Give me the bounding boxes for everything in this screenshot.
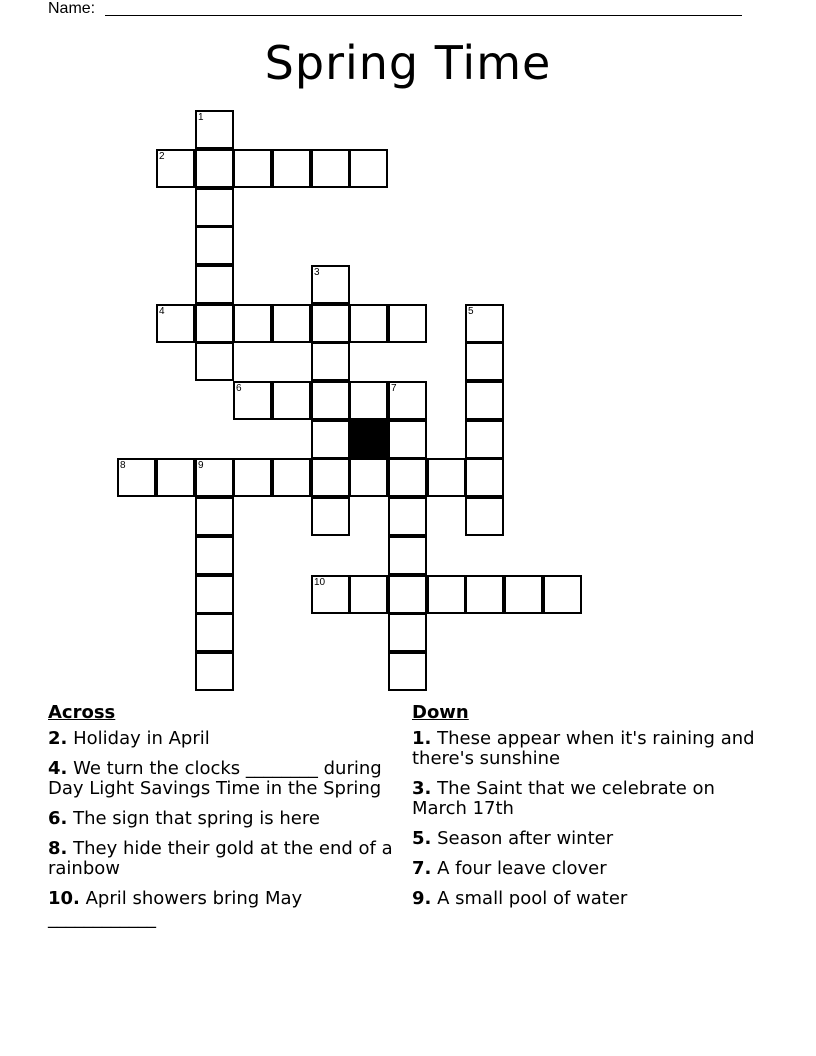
crossword-cell[interactable] [311,149,350,188]
crossword-cell[interactable] [311,458,350,497]
clue-number: 4. [48,758,68,779]
cell-number: 6 [236,383,242,394]
clue-number: 5. [412,828,432,849]
cell-number: 3 [314,267,320,278]
crossword-cell[interactable] [195,149,234,188]
crossword-cell[interactable] [465,575,504,614]
crossword-cell[interactable] [272,458,311,497]
clue-number: 8. [48,838,68,859]
down-clues [412,702,757,919]
crossword-cell[interactable] [349,381,388,420]
crossword-cell[interactable] [504,575,543,614]
crossword-cell[interactable] [233,149,272,188]
crossword-cell[interactable] [272,381,311,420]
name-label: Name: [48,0,96,17]
crossword-cell[interactable] [465,497,504,536]
crossword-cell[interactable] [272,304,311,343]
crossword-cell[interactable] [388,613,427,652]
crossword-cell[interactable] [349,458,388,497]
crossword-cell[interactable] [311,381,350,420]
across-clue [48,759,404,799]
crossword-cell[interactable] [195,304,234,343]
crossword-cell[interactable] [465,458,504,497]
clue-text: They hide their gold at the end of a rainbow [48,838,393,879]
crossword-cell[interactable] [195,536,234,575]
crossword-cell[interactable] [388,381,427,420]
across-heading: Across [48,702,116,723]
crossword-cell[interactable] [465,381,504,420]
clue-number: 1. [412,728,432,749]
across-clue [48,809,404,829]
clue-number: 3. [412,778,432,799]
cell-number: 4 [159,306,165,317]
crossword-cell[interactable] [311,420,350,459]
clue-text: The Saint that we celebrate on March 17th [412,778,715,819]
crossword-cell[interactable] [195,652,234,691]
clue-number: 10. [48,888,80,909]
clue-text: We turn the clocks ________ during Day Light Savings Time in the Spring [48,758,382,799]
cell-number: 2 [159,151,165,162]
crossword-cell[interactable] [543,575,582,614]
across-clue [48,839,404,879]
cell-number: 7 [391,383,397,394]
crossword-cell[interactable] [233,458,272,497]
crossword-cell[interactable] [195,226,234,265]
crossword-cell[interactable] [427,458,466,497]
across-clue [48,889,404,929]
cell-number: 10 [314,577,326,588]
crossword-cell[interactable] [272,149,311,188]
crossword-cell[interactable] [311,342,350,381]
crossword-cell[interactable] [388,575,427,614]
crossword-cell[interactable] [195,265,234,304]
crossword-cell[interactable] [233,304,272,343]
cell-number: 5 [468,306,474,317]
page-title: Spring Time [264,36,552,90]
clue-number: 9. [412,888,432,909]
cell-number: 8 [120,460,126,471]
crossword-cell[interactable] [349,304,388,343]
crossword-cell[interactable] [195,497,234,536]
clue-text: Holiday in April [67,728,210,749]
crossword-cell[interactable] [311,304,350,343]
crossword-cell[interactable] [388,652,427,691]
crossword-cell[interactable] [465,420,504,459]
clue-text: These appear when it's raining and there's sunshine [412,728,755,769]
down-clue [412,729,757,769]
down-heading: Down [412,702,469,723]
crossword-cell[interactable] [311,497,350,536]
clue-text: The sign that spring is here [67,808,320,829]
crossword-cell[interactable] [195,342,234,381]
crossword-cell[interactable] [388,304,427,343]
crossword-cell[interactable] [427,575,466,614]
crossword-cell[interactable] [195,613,234,652]
crossword-cell[interactable] [311,265,350,304]
clue-number: 7. [412,858,432,879]
across-clues [48,702,404,939]
clue-text: April showers bring May ____________ [48,888,303,929]
crossword-cell[interactable] [465,304,504,343]
down-clue [412,859,757,879]
down-clue [412,779,757,819]
crossword-cell[interactable] [156,149,195,188]
crossword-cell[interactable] [156,458,195,497]
crossword-cell[interactable] [195,575,234,614]
crossword-cell[interactable] [311,575,350,614]
crossword-cell[interactable] [195,188,234,227]
crossword-cell[interactable] [388,420,427,459]
down-clue [412,829,757,849]
crossword-cell[interactable] [388,458,427,497]
blocked-cell [349,420,388,459]
clue-number: 2. [48,728,68,749]
crossword-cell[interactable] [349,575,388,614]
crossword-cell[interactable] [465,342,504,381]
clue-number: 6. [48,808,68,829]
crossword-cell[interactable] [233,381,272,420]
clue-text: Season after winter [431,828,614,849]
across-clue [48,729,404,749]
cell-number: 1 [198,112,204,123]
crossword-cell[interactable] [388,497,427,536]
crossword-cell[interactable] [117,458,156,497]
crossword-cell[interactable] [349,149,388,188]
clue-text: A small pool of water [431,888,628,909]
cell-number: 9 [198,460,204,471]
clue-text: A four leave clover [431,858,607,879]
crossword-cell[interactable] [156,304,195,343]
crossword-cell[interactable] [388,536,427,575]
crossword-cell[interactable] [195,110,234,149]
crossword-cell[interactable] [195,458,234,497]
down-clue [412,889,757,909]
